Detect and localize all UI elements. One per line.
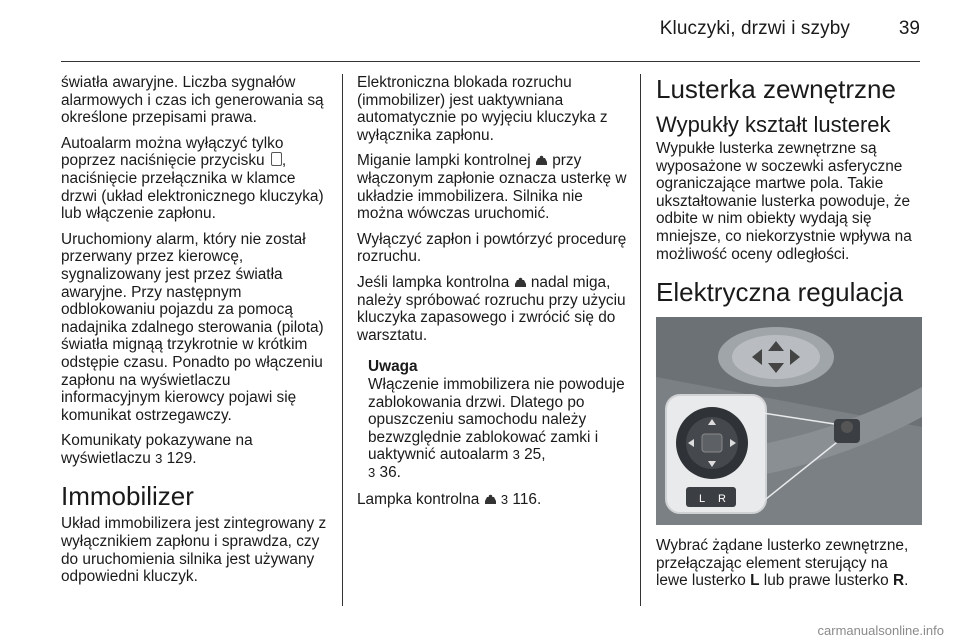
header-title: Kluczyki, drzwi i szyby bbox=[659, 18, 850, 39]
text: Włączenie immobilizera nie powoduje zablokowania drzwi. Dlatego po opuszczeniu samochodu należy bezwzględnie zablokować zamki i uaktywnić autoalarm bbox=[368, 375, 625, 464]
reference-icon: 3 bbox=[512, 447, 520, 463]
watermark: carmanualsonline.info bbox=[817, 623, 944, 638]
section-heading-lusterka: Lusterka zewnętrzne bbox=[656, 74, 896, 104]
key-car-icon bbox=[535, 155, 548, 166]
reference-icon: 3 bbox=[500, 492, 509, 508]
text: , naciśnięcie przełącznika w klamce drzwi (układ elektronicznego kluczyka) lub włączenie zapłonu. bbox=[61, 152, 324, 223]
paragraph: Wypukłe lusterka zewnętrzne są wyposażone w soczewki asferyczne ograniczające martwe pola. Takie ukształtowanie lusterka powoduje, że odbite w nim obiekty wydają się mniejsze, co niekorzystnie wpływa na możliwość oceny odległości. bbox=[656, 140, 912, 263]
text: Miganie lampki kontrolnej bbox=[357, 152, 535, 170]
key-car-icon bbox=[514, 277, 527, 288]
note-box bbox=[368, 358, 627, 481]
lock-button-icon bbox=[271, 152, 282, 166]
text: lub prawe lusterko bbox=[759, 572, 893, 590]
column-divider bbox=[640, 74, 641, 606]
header-rule bbox=[61, 61, 920, 62]
text: nadal miga, należy spróbować rozruchu przy użyciu kluczyka zapasowego i zwrócić się do warsztatu. bbox=[357, 273, 626, 344]
text: Lampka kontrolna bbox=[357, 491, 484, 509]
paragraph bbox=[61, 432, 333, 467]
paragraph bbox=[357, 152, 627, 222]
section-heading-regulacja: Elektryczna regulacja bbox=[656, 277, 904, 308]
paragraph bbox=[61, 135, 333, 223]
label-r: R bbox=[892, 572, 905, 590]
page-number: 39 bbox=[898, 18, 920, 39]
key-car-icon bbox=[484, 494, 497, 505]
reference-icon: 3 bbox=[155, 450, 163, 466]
note-title: Uwaga bbox=[368, 358, 418, 376]
column-3 bbox=[656, 74, 922, 598]
text: 129. bbox=[162, 449, 197, 467]
text: Komunikaty pokazywane na wyświetlaczu bbox=[61, 432, 253, 467]
text: 25, bbox=[519, 446, 546, 464]
mirror-control-illustration bbox=[656, 317, 922, 525]
text: . bbox=[904, 572, 909, 590]
column-2 bbox=[357, 74, 627, 517]
figure-label-l: L bbox=[699, 493, 706, 506]
paragraph: Układ immobilizera jest zintegrowany z wyłącznikiem zapłonu i sprawdza, czy do uruchomienia silnika jest używany odpowiedni kluczyk. bbox=[61, 515, 327, 586]
label-l: L bbox=[750, 572, 760, 590]
text: Wybrać żądane lusterko zewnętrzne, przełączając element sterujący na lewe lusterko bbox=[656, 537, 909, 590]
text: 116. bbox=[508, 491, 542, 509]
text: przy włączonym zapłonie oznacza usterkę w układzie immobilizera. Silnika nie można wówczas uruchomić. bbox=[357, 152, 627, 223]
text: Jeśli lampka kontrolna bbox=[357, 273, 514, 291]
paragraph bbox=[357, 274, 627, 344]
paragraph: światła awaryjne. Liczba sygnałów alarmowych i czas ich generowania są określone przepisami prawa. bbox=[61, 74, 324, 127]
paragraph: Elektroniczna blokada rozruchu (immobilizer) jest uaktywniana automatycznie po wyjęciu kluczyka z wyłącznika zapłonu. bbox=[357, 74, 608, 144]
column-1 bbox=[61, 74, 333, 594]
paragraph bbox=[656, 537, 922, 590]
figure-label-r: R bbox=[718, 493, 726, 506]
text: Autoalarm można wyłączyć tylko poprzez naciśnięcie przycisku bbox=[61, 134, 284, 170]
mirror-control-figure bbox=[656, 317, 922, 525]
subsection-heading-wypukly: Wypukły kształt lusterek bbox=[656, 112, 891, 137]
paragraph: Uruchomiony alarm, który nie został przerwany przez kierowcę, sygnalizowany jest przez światła awaryjne. Przy następnym odblokowaniu pojazdu za pomocą nadajnika zdalnego sterowania (pilota) światła mignąą trzykrotnie w krótkim odstępie czasu. Ponadto po włączeniu zapłonu na wyświetlaczu informacyjnym kierowcy pojawi się komunikat ostrzegawczy. bbox=[61, 230, 324, 424]
paragraph: Wyłączyć zapłon i powtórzyć procedurę rozruchu. bbox=[357, 230, 627, 266]
column-divider bbox=[342, 74, 343, 606]
paragraph bbox=[357, 491, 627, 509]
section-heading-immobilizer: Immobilizer bbox=[61, 481, 194, 512]
reference-icon: 3 bbox=[368, 464, 376, 480]
text: 36. bbox=[375, 463, 401, 481]
